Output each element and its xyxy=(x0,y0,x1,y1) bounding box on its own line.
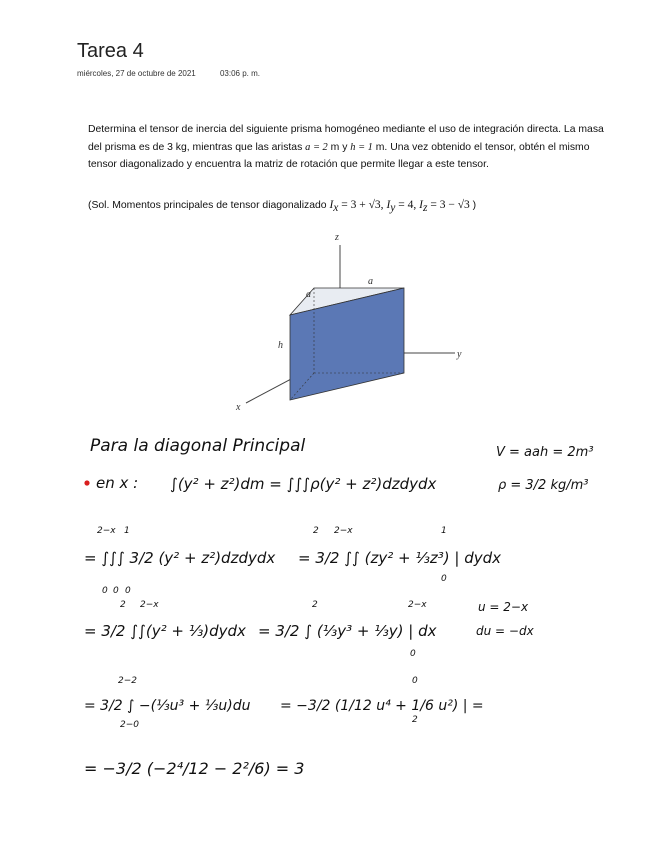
problem-a-value: a = 2 xyxy=(305,141,328,153)
hw-limit-top-3: 2 xyxy=(313,526,319,536)
hw-line5: = −3/2 (−2⁴/12 − 2²/6) = 3 xyxy=(84,759,305,778)
solution-iz: I xyxy=(419,199,423,211)
hw-line4b: = −3/2 (1/12 u⁴ + 1/6 u²) | = xyxy=(280,698,484,714)
solution-prefix: (Sol. Momentos principales de tensor diagonalizado xyxy=(88,200,330,211)
hw-line3b: = 3/2 ∫ (⅓y³ + ⅓y) | dx xyxy=(258,622,437,640)
solution-ix-sub: x xyxy=(333,202,339,215)
hw-limit-top-11: 0 xyxy=(412,676,418,686)
hw-substitution-u: u = 2−x xyxy=(478,600,529,614)
hw-limit-bot-6: 2−0 xyxy=(120,720,139,730)
hw-line3a: = 3/2 ∫∫(y² + ⅓)dydx xyxy=(84,622,246,640)
problem-text-3: m. Una vez obtenido el tensor, obtén el mismo tensor diagonalizado y encuentra la matriz de rotación que permite llegar a este tensor. xyxy=(88,141,590,170)
hw-limit-top-10: 2−2 xyxy=(118,676,137,686)
hw-line2b: = 3/2 ∫∫ (zy² + ⅓z³) | dydx xyxy=(298,549,502,567)
solution-iy-value: = 4, xyxy=(395,199,420,211)
hw-limit-top-8: 2 xyxy=(312,600,318,610)
hw-limit-bot-3: 0 xyxy=(125,586,131,596)
solution-suffix: ) xyxy=(469,200,477,211)
page-date: miércoles, 27 de octubre de 2021 xyxy=(77,69,196,78)
hw-limit-top-9: 2−x xyxy=(408,600,427,610)
hw-limit-bot-7: 2 xyxy=(412,715,418,725)
problem-h-value: h = 1 xyxy=(350,141,373,153)
hw-limit-top-7: 2−x xyxy=(140,600,159,610)
hw-volume: V = aah = 2m³ xyxy=(496,445,594,460)
problem-text-1: Determina el tensor de inercia del siguiente prisma homogéneo mediante el uso de integración directa. La masa del prisma es de 3 kg, mientras que las aristas xyxy=(88,124,604,153)
hw-limit-top-4: 2−x xyxy=(334,526,353,536)
solution-iy-sub: y xyxy=(390,202,396,215)
x-axis-label: x xyxy=(236,402,241,413)
z-axis-label: z xyxy=(335,232,339,243)
edge-label-h: h xyxy=(278,340,283,351)
hw-limit-top-1: 2−x xyxy=(97,526,116,536)
y-axis-label: y xyxy=(457,349,462,360)
hw-limit-bot-2: 0 xyxy=(113,586,119,596)
hw-heading: Para la diagonal Principal xyxy=(90,436,306,456)
hw-bullet-label: en x : xyxy=(96,474,139,492)
edge-label-a2: a xyxy=(368,276,373,287)
page-title: Tarea 4 xyxy=(77,40,144,62)
page-time: 03:06 p. m. xyxy=(219,69,261,78)
hw-density: ρ = 3/2 kg/m³ xyxy=(498,478,589,493)
hw-limit-bot-4: 0 xyxy=(441,574,447,584)
edge-label-a1: a xyxy=(306,289,311,300)
hw-substitution-du: du = −dx xyxy=(476,624,534,638)
solution-ix-value: = 3 + √3, xyxy=(338,199,387,211)
hw-line4a: = 3/2 ∫ −(⅓u³ + ⅓u)du xyxy=(84,698,251,714)
red-bullet-icon xyxy=(84,480,89,485)
hw-limit-bot-5: 0 xyxy=(410,649,416,659)
hw-limit-top-6: 2 xyxy=(120,600,126,610)
hw-limit-top-5: 1 xyxy=(441,526,447,536)
hw-line2a: = ∫∫∫ 3/2 (y² + z²)dzdydx xyxy=(84,549,276,567)
solution-iz-value: = 3 − √3 xyxy=(427,199,470,211)
hw-line1: ∫(y² + z²)dm = ∫∫∫ρ(y² + z²)dzdydx xyxy=(170,475,437,493)
problem-text-2: m y xyxy=(327,141,351,153)
hw-limit-bot-1: 0 xyxy=(102,586,108,596)
hw-limit-top-2: 1 xyxy=(124,526,130,536)
solution-iz-sub: z xyxy=(422,202,428,215)
solution-ix: I xyxy=(329,199,334,211)
solution-iy: I xyxy=(386,199,391,211)
